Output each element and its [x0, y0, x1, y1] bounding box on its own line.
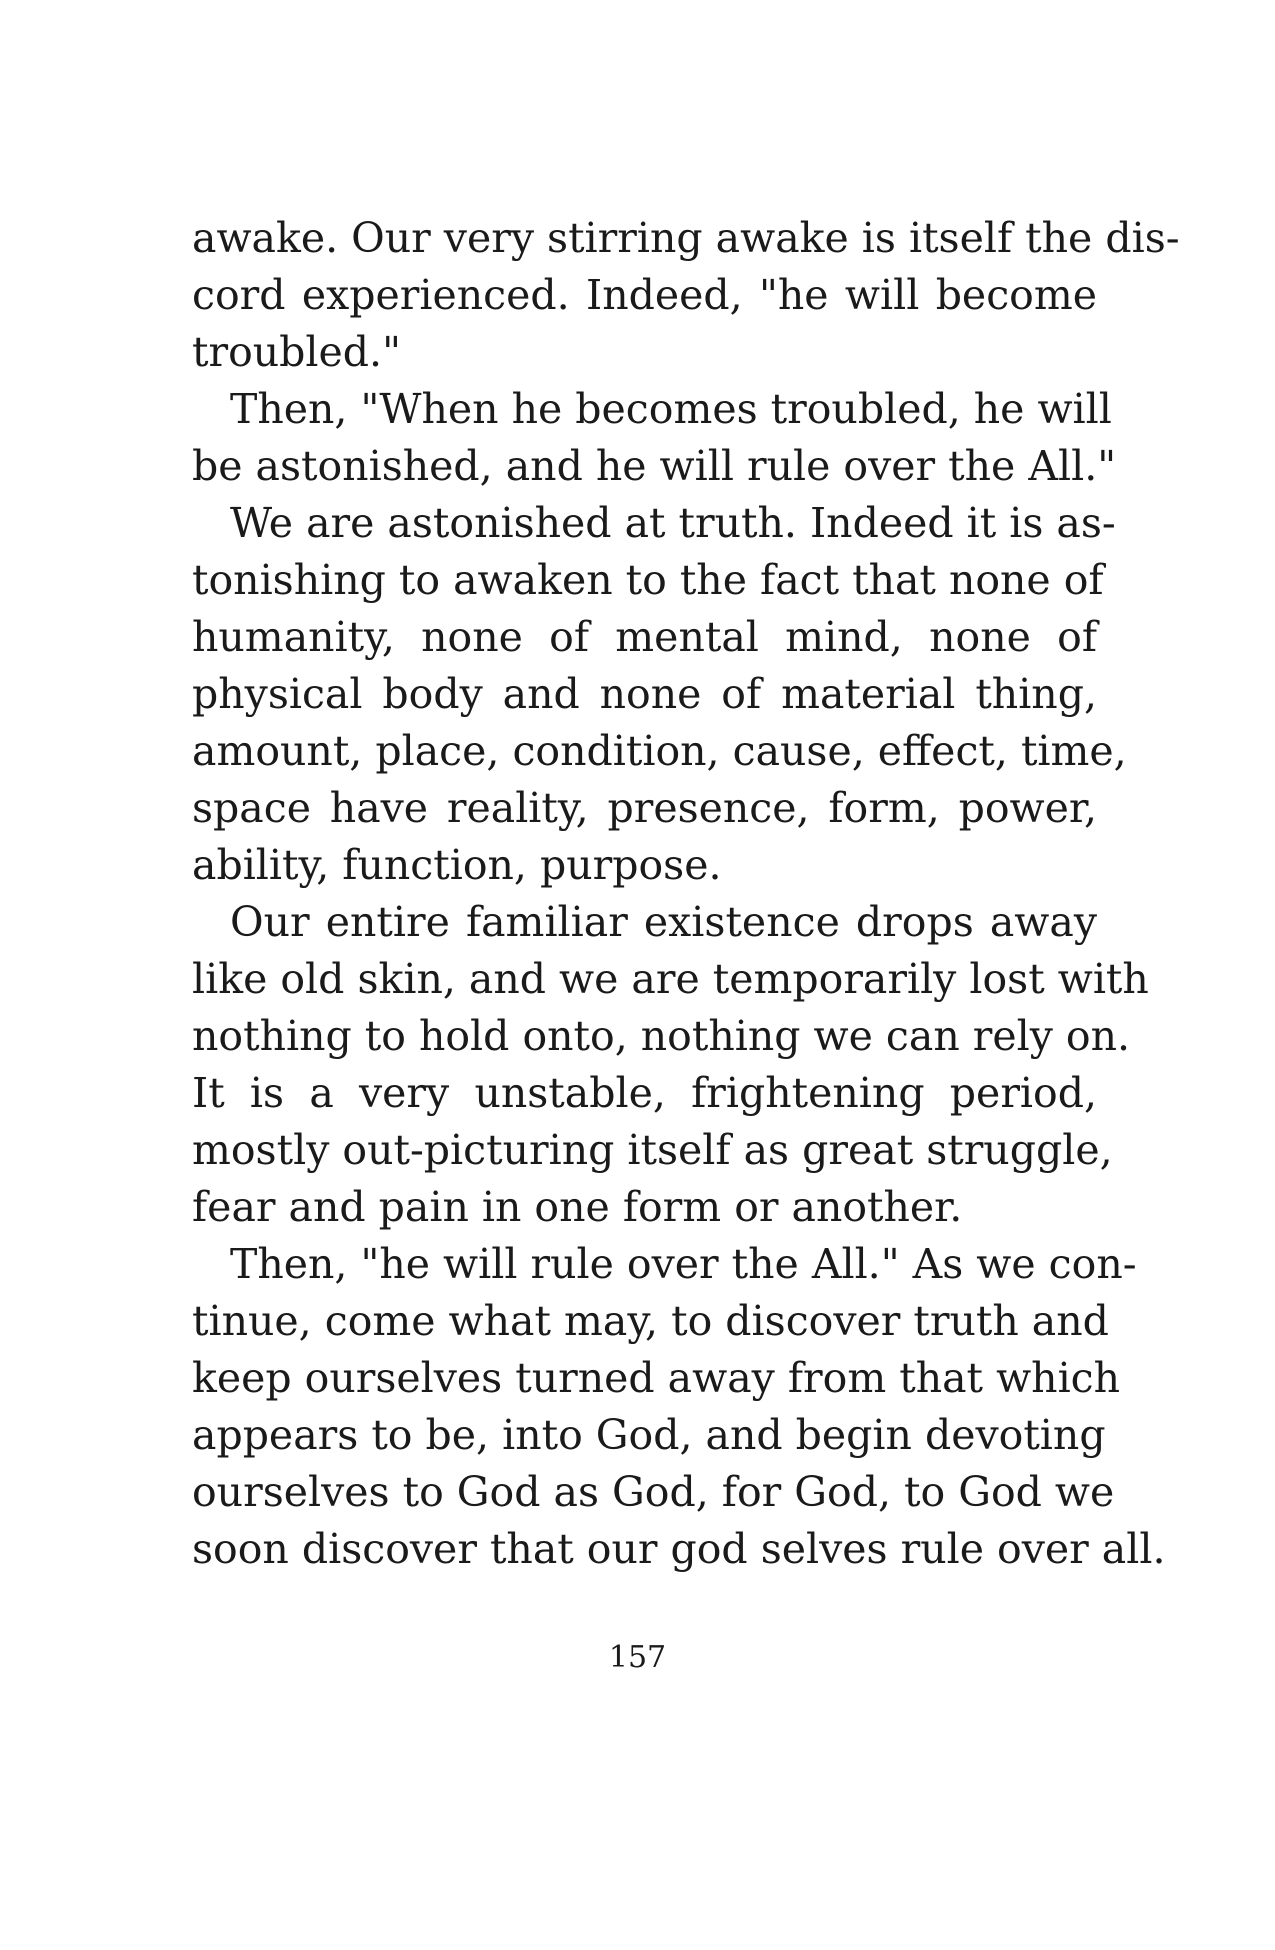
text-line: awake. Our very stirring awake is itself the dis-: [192, 214, 1180, 262]
text-line: be astonished, and he will rule over the All.": [192, 442, 1117, 490]
text-line: fear and pain in one form or another.: [192, 1183, 963, 1231]
text-line: tonishing to awaken to the fact that none of: [192, 556, 1104, 604]
text-line: like old skin, and we are temporarily lost with: [192, 955, 1149, 1003]
text-line: tinue, come what may, to discover truth and: [192, 1297, 1109, 1345]
text-line: ability, function, purpose.: [192, 841, 722, 889]
text-line: troubled.": [192, 328, 401, 376]
text-line: keep ourselves turned away from that which: [192, 1354, 1121, 1402]
text-line: physical body and none of material thing,: [192, 670, 1097, 718]
text-line: We are astonished at truth. Indeed it is as-: [230, 499, 1116, 547]
text-line: amount, place, condition, cause, effect, time,: [192, 727, 1127, 775]
text-line: appears to be, into God, and begin devoting: [192, 1411, 1106, 1459]
text-line: space have reality, presence, form, power,: [192, 784, 1097, 832]
page-number: 157: [608, 1640, 667, 1675]
text-line: Our entire familiar existence drops away: [230, 898, 1097, 946]
text-line: mostly out-picturing itself as great struggle,: [192, 1126, 1113, 1174]
body-text: [192, 210, 1180, 1578]
text-line: soon discover that our god selves rule over all.: [192, 1525, 1166, 1573]
text-line: nothing to hold onto, nothing we can rely on.: [192, 1012, 1131, 1060]
text-line: It is a very unstable, frightening period,: [192, 1069, 1097, 1117]
text-line: Then, "he will rule over the All." As we con-: [230, 1240, 1137, 1288]
text-line: Then, "When he becomes troubled, he will: [230, 385, 1112, 433]
text-line: ourselves to God as God, for God, to God we: [192, 1468, 1115, 1516]
text-line: humanity, none of mental mind, none of: [192, 613, 1097, 661]
text-line: cord experienced. Indeed, "he will become: [192, 271, 1097, 319]
